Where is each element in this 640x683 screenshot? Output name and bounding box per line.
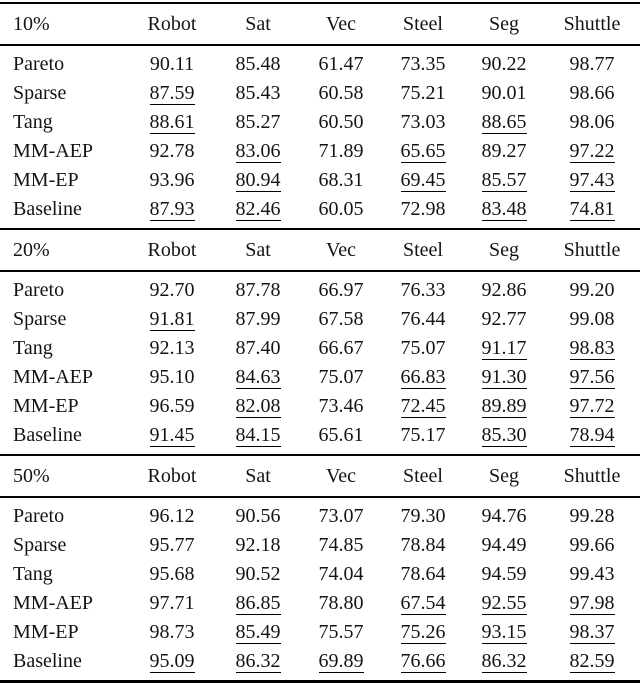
value: 98.77 bbox=[569, 53, 615, 75]
value: 75.21 bbox=[400, 82, 446, 104]
underlined-value: 82.59 bbox=[569, 649, 615, 672]
underlined-value: 97.72 bbox=[569, 394, 615, 417]
value: 72.98 bbox=[400, 198, 446, 220]
value-cell bbox=[464, 271, 544, 305]
value-cell bbox=[300, 271, 382, 305]
value-cell bbox=[382, 305, 464, 334]
column-header-shuttle: Shuttle bbox=[544, 455, 640, 497]
underlined-value: 92.55 bbox=[481, 591, 527, 614]
value-cell bbox=[382, 195, 464, 228]
underlined-value: 86.32 bbox=[481, 649, 527, 672]
value-cell bbox=[544, 560, 640, 589]
value-cell bbox=[128, 647, 216, 682]
value: 94.76 bbox=[481, 505, 527, 527]
value-cell bbox=[300, 137, 382, 166]
underlined-value: 67.54 bbox=[400, 591, 446, 614]
underlined-value: 78.94 bbox=[569, 423, 615, 446]
underlined-value: 69.89 bbox=[318, 649, 364, 672]
value-cell bbox=[382, 497, 464, 531]
value-cell bbox=[216, 618, 300, 647]
value: 99.20 bbox=[569, 279, 615, 301]
value: 99.08 bbox=[569, 308, 615, 330]
value-cell bbox=[544, 589, 640, 618]
value: 90.52 bbox=[235, 563, 281, 585]
value-cell bbox=[382, 392, 464, 421]
value: 98.66 bbox=[569, 82, 615, 104]
value: 65.61 bbox=[318, 424, 364, 446]
value: 71.89 bbox=[318, 140, 364, 162]
value: 78.84 bbox=[400, 534, 446, 556]
value-cell bbox=[382, 647, 464, 682]
value: 94.49 bbox=[481, 534, 527, 556]
underlined-value: 95.09 bbox=[149, 649, 195, 672]
value-cell bbox=[128, 137, 216, 166]
value: 87.99 bbox=[235, 308, 281, 330]
value-cell bbox=[544, 45, 640, 79]
value-cell bbox=[128, 497, 216, 531]
value-cell bbox=[216, 79, 300, 108]
value-cell bbox=[128, 45, 216, 79]
table-row bbox=[0, 392, 640, 421]
value-cell bbox=[128, 195, 216, 228]
table-row bbox=[0, 334, 640, 363]
value-cell bbox=[128, 166, 216, 195]
value-cell bbox=[464, 589, 544, 618]
value-cell bbox=[216, 108, 300, 137]
method-label: MM-EP bbox=[13, 169, 79, 191]
table-row bbox=[0, 305, 640, 334]
value-cell bbox=[544, 392, 640, 421]
value: 98.73 bbox=[149, 621, 195, 643]
value: 92.18 bbox=[235, 534, 281, 556]
underlined-value: 76.66 bbox=[400, 649, 446, 672]
value-cell bbox=[128, 79, 216, 108]
value: 73.46 bbox=[318, 395, 364, 417]
underlined-value: 85.49 bbox=[235, 620, 281, 643]
underlined-value: 82.46 bbox=[235, 197, 281, 220]
value-cell bbox=[300, 166, 382, 195]
value-cell bbox=[128, 589, 216, 618]
table-row bbox=[0, 589, 640, 618]
value-cell bbox=[464, 497, 544, 531]
underlined-value: 97.43 bbox=[569, 168, 615, 191]
value-cell bbox=[464, 334, 544, 363]
value: 85.43 bbox=[235, 82, 281, 104]
value-cell bbox=[128, 531, 216, 560]
table-row bbox=[0, 363, 640, 392]
value: 90.01 bbox=[481, 82, 527, 104]
value: 87.78 bbox=[235, 279, 281, 301]
value: 96.12 bbox=[149, 505, 195, 527]
value-cell bbox=[382, 560, 464, 589]
column-header-sat: Sat bbox=[216, 455, 300, 497]
table-row bbox=[0, 647, 640, 682]
underlined-value: 87.59 bbox=[149, 81, 195, 104]
value-cell bbox=[300, 334, 382, 363]
value: 95.68 bbox=[149, 563, 195, 585]
value: 99.43 bbox=[569, 563, 615, 585]
value-cell bbox=[382, 589, 464, 618]
column-header-seg: Seg bbox=[464, 229, 544, 271]
value-cell bbox=[464, 647, 544, 682]
value-cell bbox=[544, 497, 640, 531]
value: 92.77 bbox=[481, 308, 527, 330]
value-cell bbox=[216, 589, 300, 618]
value-cell bbox=[300, 560, 382, 589]
method-label: Tang bbox=[13, 563, 53, 585]
value-cell bbox=[464, 363, 544, 392]
value-cell bbox=[216, 647, 300, 682]
value-cell bbox=[216, 166, 300, 195]
value-cell bbox=[382, 618, 464, 647]
underlined-value: 89.89 bbox=[481, 394, 527, 417]
underlined-value: 75.26 bbox=[400, 620, 446, 643]
value: 96.59 bbox=[149, 395, 195, 417]
value: 75.07 bbox=[400, 337, 446, 359]
underlined-value: 72.45 bbox=[400, 394, 446, 417]
value: 85.27 bbox=[235, 111, 281, 133]
column-header-seg: Seg bbox=[464, 3, 544, 45]
value-cell bbox=[300, 421, 382, 454]
value-cell bbox=[382, 531, 464, 560]
section-table-50pct bbox=[0, 454, 640, 683]
method-label: MM-AEP bbox=[13, 592, 94, 614]
underlined-value: 80.94 bbox=[235, 168, 281, 191]
value-cell bbox=[382, 421, 464, 454]
column-header-sat: Sat bbox=[216, 229, 300, 271]
value-cell bbox=[300, 497, 382, 531]
value-cell bbox=[544, 195, 640, 228]
value: 73.35 bbox=[400, 53, 446, 75]
column-header-vec: Vec bbox=[300, 3, 382, 45]
method-label: Pareto bbox=[13, 53, 65, 75]
table-row bbox=[0, 137, 640, 166]
value: 78.80 bbox=[318, 592, 364, 614]
value-cell bbox=[464, 531, 544, 560]
column-header-robot: Robot bbox=[128, 455, 216, 497]
method-label: Sparse bbox=[13, 308, 67, 330]
value: 92.78 bbox=[149, 140, 195, 162]
table-row bbox=[0, 195, 640, 228]
section-header-row bbox=[0, 3, 640, 45]
value-cell bbox=[216, 137, 300, 166]
table-row bbox=[0, 166, 640, 195]
value-cell bbox=[216, 531, 300, 560]
value: 92.86 bbox=[481, 279, 527, 301]
value-cell bbox=[382, 363, 464, 392]
table-row bbox=[0, 271, 640, 305]
value-cell bbox=[464, 137, 544, 166]
value-cell bbox=[128, 392, 216, 421]
value: 75.07 bbox=[318, 366, 364, 388]
method-label: Baseline bbox=[13, 424, 82, 446]
method-label: Sparse bbox=[13, 534, 67, 556]
value-cell bbox=[544, 305, 640, 334]
value: 68.31 bbox=[318, 169, 364, 191]
value-cell bbox=[128, 108, 216, 137]
value: 79.30 bbox=[400, 505, 446, 527]
underlined-value: 86.85 bbox=[235, 591, 281, 614]
value: 90.22 bbox=[481, 53, 527, 75]
column-header-seg: Seg bbox=[464, 455, 544, 497]
value-cell bbox=[216, 271, 300, 305]
value-cell bbox=[464, 79, 544, 108]
value-cell bbox=[544, 531, 640, 560]
value-cell bbox=[216, 421, 300, 454]
underlined-value: 82.08 bbox=[235, 394, 281, 417]
value-cell bbox=[464, 392, 544, 421]
value: 95.77 bbox=[149, 534, 195, 556]
value: 99.28 bbox=[569, 505, 615, 527]
underlined-value: 97.98 bbox=[569, 591, 615, 614]
underlined-value: 88.65 bbox=[481, 110, 527, 133]
underlined-value: 87.93 bbox=[149, 197, 195, 220]
value-cell bbox=[544, 647, 640, 682]
value: 66.67 bbox=[318, 337, 364, 359]
value-cell bbox=[128, 618, 216, 647]
value-cell bbox=[464, 45, 544, 79]
value-cell bbox=[216, 305, 300, 334]
value-cell bbox=[464, 166, 544, 195]
value-cell bbox=[382, 166, 464, 195]
column-header-robot: Robot bbox=[128, 3, 216, 45]
value-cell bbox=[300, 79, 382, 108]
value-cell bbox=[128, 305, 216, 334]
table-row bbox=[0, 421, 640, 454]
value-cell bbox=[300, 108, 382, 137]
method-label: Pareto bbox=[13, 505, 65, 527]
column-header-steel: Steel bbox=[382, 455, 464, 497]
column-header-shuttle: Shuttle bbox=[544, 229, 640, 271]
value-cell bbox=[464, 421, 544, 454]
underlined-value: 85.57 bbox=[481, 168, 527, 191]
table-row bbox=[0, 497, 640, 531]
value: 73.03 bbox=[400, 111, 446, 133]
underlined-value: 91.81 bbox=[149, 307, 195, 330]
value: 94.59 bbox=[481, 563, 527, 585]
column-header-vec: Vec bbox=[300, 455, 382, 497]
value-cell bbox=[216, 560, 300, 589]
method-label: Pareto bbox=[13, 279, 65, 301]
table-row bbox=[0, 618, 640, 647]
section-label: 20% bbox=[0, 229, 128, 271]
value: 60.05 bbox=[318, 198, 364, 220]
method-label: Sparse bbox=[13, 82, 67, 104]
value: 90.11 bbox=[149, 53, 195, 75]
value-cell bbox=[382, 137, 464, 166]
value: 61.47 bbox=[318, 53, 364, 75]
value: 85.48 bbox=[235, 53, 281, 75]
value-cell bbox=[544, 108, 640, 137]
value: 66.97 bbox=[318, 279, 364, 301]
value-cell bbox=[382, 45, 464, 79]
table-row bbox=[0, 560, 640, 589]
value-cell bbox=[216, 392, 300, 421]
value-cell bbox=[128, 334, 216, 363]
value-cell bbox=[128, 560, 216, 589]
value: 75.17 bbox=[400, 424, 446, 446]
value-cell bbox=[382, 334, 464, 363]
value-cell bbox=[544, 334, 640, 363]
value: 78.64 bbox=[400, 563, 446, 585]
value: 99.66 bbox=[569, 534, 615, 556]
section-label: 10% bbox=[0, 3, 128, 45]
value-cell bbox=[216, 195, 300, 228]
value-cell bbox=[464, 195, 544, 228]
section-label: 50% bbox=[0, 455, 128, 497]
value-cell bbox=[544, 363, 640, 392]
underlined-value: 84.15 bbox=[235, 423, 281, 446]
underlined-value: 83.48 bbox=[481, 197, 527, 220]
value: 76.44 bbox=[400, 308, 446, 330]
column-header-steel: Steel bbox=[382, 229, 464, 271]
column-header-steel: Steel bbox=[382, 3, 464, 45]
value-cell bbox=[464, 305, 544, 334]
method-label: Tang bbox=[13, 337, 53, 359]
value-cell bbox=[128, 363, 216, 392]
value: 90.56 bbox=[235, 505, 281, 527]
method-label: MM-AEP bbox=[13, 366, 94, 388]
value: 76.33 bbox=[400, 279, 446, 301]
underlined-value: 84.63 bbox=[235, 365, 281, 388]
value-cell bbox=[300, 305, 382, 334]
value-cell bbox=[382, 271, 464, 305]
value: 92.13 bbox=[149, 337, 195, 359]
underlined-value: 98.37 bbox=[569, 620, 615, 643]
value: 73.07 bbox=[318, 505, 364, 527]
method-label: MM-AEP bbox=[13, 140, 94, 162]
value: 75.57 bbox=[318, 621, 364, 643]
value-cell bbox=[544, 166, 640, 195]
value: 98.06 bbox=[569, 111, 615, 133]
column-header-sat: Sat bbox=[216, 3, 300, 45]
value: 87.40 bbox=[235, 337, 281, 359]
value-cell bbox=[544, 421, 640, 454]
value-cell bbox=[544, 79, 640, 108]
column-header-shuttle: Shuttle bbox=[544, 3, 640, 45]
value-cell bbox=[382, 79, 464, 108]
value-cell bbox=[300, 392, 382, 421]
table-row bbox=[0, 45, 640, 79]
underlined-value: 91.17 bbox=[481, 336, 527, 359]
value: 60.50 bbox=[318, 111, 364, 133]
value-cell bbox=[544, 618, 640, 647]
value: 89.27 bbox=[481, 140, 527, 162]
underlined-value: 97.22 bbox=[569, 139, 615, 162]
value: 60.58 bbox=[318, 82, 364, 104]
value: 74.85 bbox=[318, 534, 364, 556]
value-cell bbox=[216, 334, 300, 363]
underlined-value: 93.15 bbox=[481, 620, 527, 643]
method-label: Tang bbox=[13, 111, 53, 133]
value-cell bbox=[128, 421, 216, 454]
value: 92.70 bbox=[149, 279, 195, 301]
value-cell bbox=[464, 618, 544, 647]
column-header-vec: Vec bbox=[300, 229, 382, 271]
underlined-value: 91.45 bbox=[149, 423, 195, 446]
underlined-value: 69.45 bbox=[400, 168, 446, 191]
underlined-value: 85.30 bbox=[481, 423, 527, 446]
underlined-value: 91.30 bbox=[481, 365, 527, 388]
value-cell bbox=[300, 647, 382, 682]
value: 95.10 bbox=[149, 366, 195, 388]
table-row bbox=[0, 531, 640, 560]
value-cell bbox=[300, 363, 382, 392]
section-header-row bbox=[0, 229, 640, 271]
value: 74.04 bbox=[318, 563, 364, 585]
value-cell bbox=[300, 618, 382, 647]
value-cell bbox=[300, 589, 382, 618]
value-cell bbox=[216, 363, 300, 392]
value-cell bbox=[382, 108, 464, 137]
section-table-10pct bbox=[0, 2, 640, 228]
section-table-20pct bbox=[0, 228, 640, 454]
section-header-row bbox=[0, 455, 640, 497]
value-cell bbox=[128, 271, 216, 305]
value: 93.96 bbox=[149, 169, 195, 191]
underlined-value: 74.81 bbox=[569, 197, 615, 220]
underlined-value: 86.32 bbox=[235, 649, 281, 672]
value-cell bbox=[216, 45, 300, 79]
value-cell bbox=[544, 137, 640, 166]
value-cell bbox=[464, 560, 544, 589]
underlined-value: 83.06 bbox=[235, 139, 281, 162]
value-cell bbox=[300, 531, 382, 560]
value: 97.71 bbox=[149, 592, 195, 614]
underlined-value: 98.83 bbox=[569, 336, 615, 359]
method-label: MM-EP bbox=[13, 621, 79, 643]
method-label: Baseline bbox=[13, 198, 82, 220]
underlined-value: 97.56 bbox=[569, 365, 615, 388]
value-cell bbox=[300, 195, 382, 228]
underlined-value: 65.65 bbox=[400, 139, 446, 162]
column-header-robot: Robot bbox=[128, 229, 216, 271]
table-row bbox=[0, 108, 640, 137]
value-cell bbox=[300, 45, 382, 79]
table-row bbox=[0, 79, 640, 108]
underlined-value: 88.61 bbox=[149, 110, 195, 133]
underlined-value: 66.83 bbox=[400, 365, 446, 388]
method-label: Baseline bbox=[13, 650, 82, 672]
value: 67.58 bbox=[318, 308, 364, 330]
value-cell bbox=[464, 108, 544, 137]
method-label: MM-EP bbox=[13, 395, 79, 417]
value-cell bbox=[216, 497, 300, 531]
value-cell bbox=[544, 271, 640, 305]
